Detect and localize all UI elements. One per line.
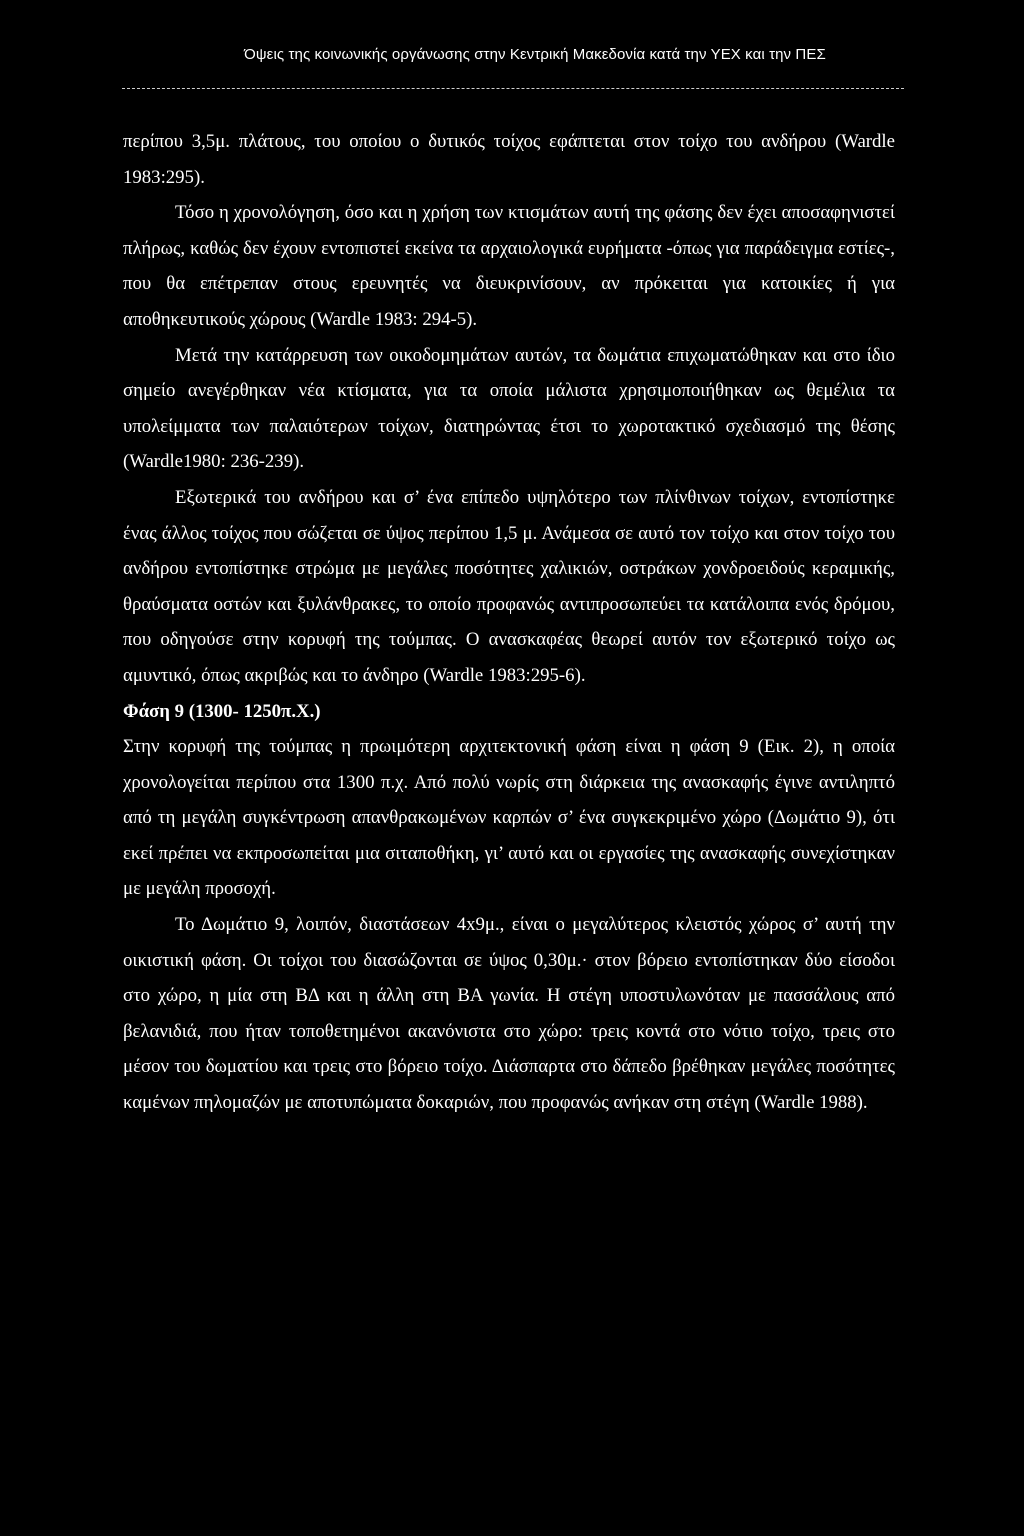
paragraph: Το Δωμάτιο 9, λοιπόν, διαστάσεων 4x9μ., είναι ο μεγαλύτερος κλειστός χώρος σ’ αυτή την οικιστική φάση. Οι τοίχοι του διασώζονται σε ύψος 0,30μ.· στον βόρειο εντοπίστηκαν δύο είσοδοι στο χώρο, η μία στη ΒΔ και η άλλη στη ΒΑ γωνία. Η στέγη υποστυλωνόταν με πασσάλους από βελανιδιά, που ήταν τοποθετημένοι ακανόνιστα στο χώρο: τρεις κοντά στο νότιο τοίχο, τρεις στο μέσον του δωματίου και τρεις στο βόρειο τοίχο. Διάσπαρτα στο δάπεδο βρέθηκαν μεγάλες ποσότητες καμένων πηλομαζών με αποτυπώματα δοκαριών, που προφανώς ανήκαν στη στέγη (Wardle 1988).	[123, 914, 895, 1114]
section-heading: Φάση 9 (1300- 1250π.Χ.)	[123, 700, 321, 722]
body-text	[123, 124, 895, 1121]
header-rule	[122, 88, 904, 89]
paragraph: Εξωτερικά του ανδήρου και σ’ ένα επίπεδο υψηλότερο των πλίνθινων τοίχων, εντοπίστηκε ένας άλλος τοίχος που σώζεται σε ύψος περίπου 1,5 μ. Ανάμεσα σε αυτό τον τοίχο και στον τοίχο του ανδήρου εντοπίστηκε στρώμα με μεγάλες ποσότητες χαλικιών, οστράκων χονδροειδούς κεραμικής, θραύσματα οστών και ξυλάνθρακες, το οποίο προφανώς αντιπροσωπεύει τα κατάλοιπα ενός δρόμου, που οδηγούσε στην κορυφή της τούμπας. Ο ανασκαφέας θεωρεί αυτόν τον εξωτερικό τοίχο ως αμυντικό, όπως ακριβώς και το άνδηρο (Wardle 1983:295-6).	[123, 486, 895, 686]
paragraph-continuation: περίπου 3,5μ. πλάτους, του οποίου ο δυτικός τοίχος εφάπτεται στον τοίχο του ανδήρου (Wardle 1983:295).	[123, 131, 895, 188]
paragraph: Μετά την κατάρρευση των οικοδομημάτων αυτών, τα δωμάτια επιχωματώθηκαν και στο ίδιο σημείο ανεγέρθηκαν νέα κτίσματα, για τα οποία μάλιστα χρησιμοποιήθηκαν ως θεμέλια τα υπολείμματα των παλαιότερων τοίχων, διατηρώντας έτσι το χωροτακτικό σχεδιασμό της θέσης (Wardle1980: 236-239).	[123, 344, 895, 473]
paragraph: Τόσο η χρονολόγηση, όσο και η χρήση των κτισμάτων αυτή της φάσης δεν έχει αποσαφηνιστεί πλήρως, καθώς δεν έχουν εντοπιστεί εκείνα τα αρχαιολογικά ευρήματα -όπως για παράδειγμα εστίες-, που θα επέτρεπαν στους ερευνητές να διευκρινίσουν, αν πρόκειται για κατοικίες ή για αποθηκευτικούς χώρους (Wardle 1983: 294-5).	[123, 202, 895, 330]
running-header: Όψεις της κοινωνικής οργάνωσης στην Κεντρική Μακεδονία κατά την ΥΕΧ και την ΠΕΣ	[244, 46, 826, 63]
paragraph: Στην κορυφή της τούμπας η πρωιμότερη αρχιτεκτονική φάση είναι η φάση 9 (Εικ. 2), η οποία χρονολογείται περίπου στα 1300 π.χ. Από πολύ νωρίς στη διάρκεια της ανασκαφής έγινε αντιληπτό από τη μεγάλη συγκέντρωση απανθρακωμένων καρπών σ’ ένα συγκεκριμένο χώρο (Δωμάτιο 9), ότι εκεί πρέπει να εκπροσωπείται μια σιταποθήκη, γι’ αυτό και οι εργασίες της ανασκαφής συνεχίστηκαν με μεγάλη προσοχή.	[123, 736, 895, 900]
